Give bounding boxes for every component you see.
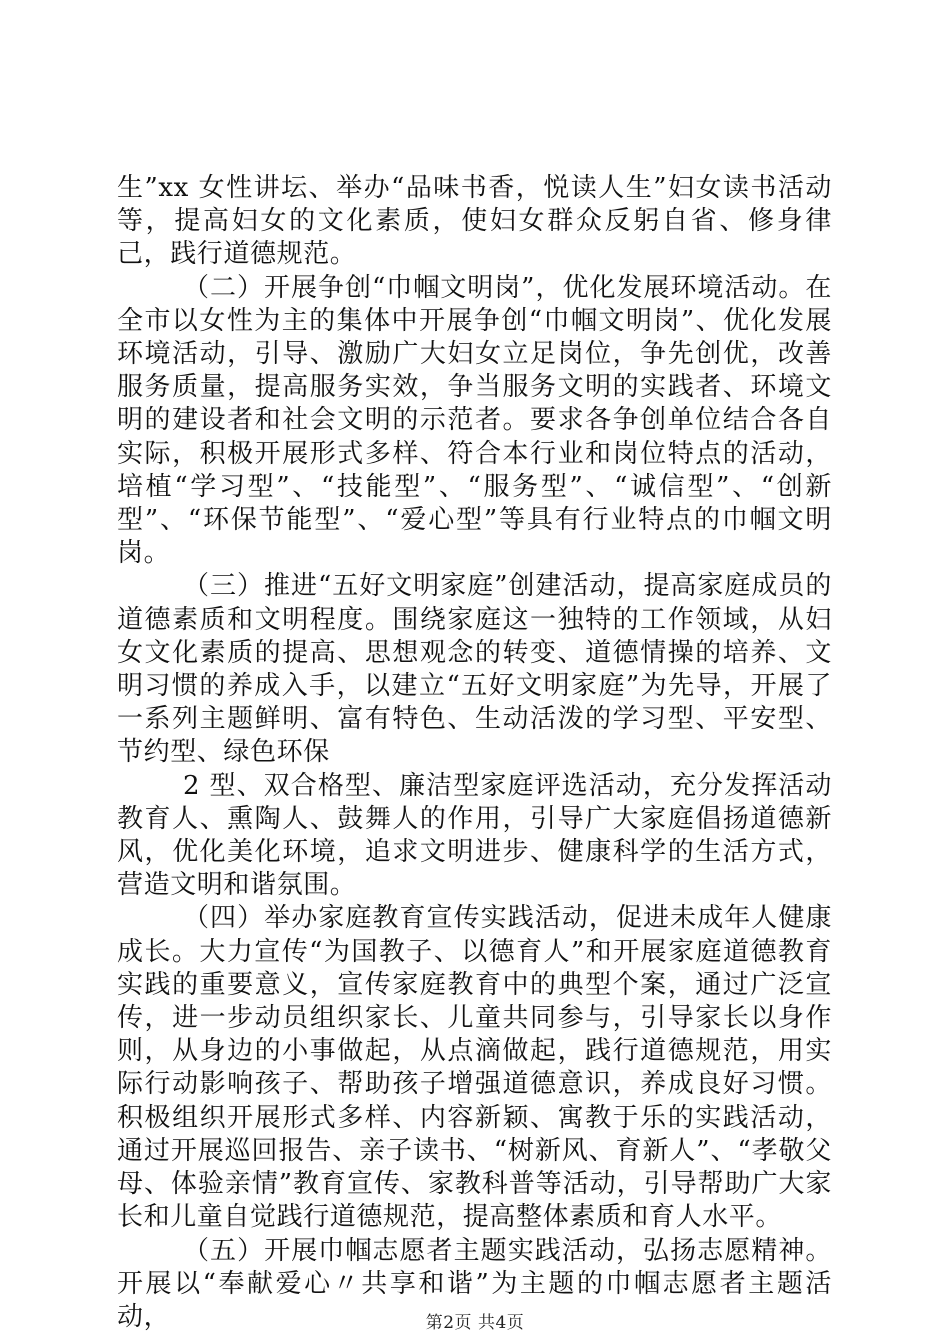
- paragraph-section-3-continued: 2 型、双合格型、廉洁型家庭评选活动，充分发挥活动教育人、熏陶人、鼓舞人的作用，引导广大家庭倡扬道德新风，优化美化环境，追求文明进步、健康科学的生活方式，营造文明和谐氛围。: [117, 770, 832, 901]
- paragraph-continuation: 生”xx 女性讲坛、举办“品味书香，悦读人生”妇女读书活动等，提高妇女的文化素质，使妇女群众反躬自省、修身律己，践行道德规范。: [117, 173, 832, 270]
- document-body: [117, 172, 832, 1334]
- paragraph-section-2: （二）开展争创“巾帼文明岗”，优化发展环境活动。在全市以女性为主的集体中开展争创“巾帼文明岗”、优化发展环境活动，引导、激励广大妇女立足岗位，争先创优，改善服务质量，提高服务实效，争当服务文明的实践者、环境文明的建设者和社会文明的示范者。要求各争创单位结合各自实际，积极开展形式多样、符合本行业和岗位特点的活动，培植“学习型”、“技能型”、“服务型”、“诚信型”、“创新型”、“环保节能型”、“爱心型”等具有行业特点的巾帼文明岗。: [117, 272, 832, 569]
- paragraph-section-4: （四）举办家庭教育宣传实践活动，促进未成年人健康成长。大力宣传“为国教子、以德育人”和开展家庭道德教育实践的重要意义，宣传家庭教育中的典型个案，通过广泛宣传，进一步动员组织家长、儿童共同参与，引导家长以身作则，从身边的小事做起，从点滴做起，践行道德规范，用实际行动影响孩子、帮助孩子增强道德意识，养成良好习惯。积极组织开展形式多样、内容新颖、寓教于乐的实践活动，通过开展巡回报告、亲子读书、“树新风、育新人”、“孝敬父母、体验亲情”教育宣传、家教科普等活动，引导帮助广大家长和儿童自觉践行道德规范，提高整体素质和育人水平。: [117, 903, 832, 1233]
- paragraph-section-3: （三）推进“五好文明家庭”创建活动，提高家庭成员的道德素质和文明程度。围绕家庭这一独特的工作领域，从妇女文化素质的提高、思想观念的转变、道德情操的培养、文明习惯的养成入手，以建立“五好文明家庭”为先导，开展了一系列主题鲜明、富有特色、生动活泼的学习型、平安型、节约型、绿色环保: [117, 571, 832, 768]
- paragraph-section-5: （五）开展巾帼志愿者主题实践活动，弘扬志愿精神。开展以“奉献爱心〃共享和谐”为主题的巾帼志愿者主题活动，: [117, 1235, 832, 1332]
- page-number-footer: 第2页 共4页: [425, 1313, 525, 1333]
